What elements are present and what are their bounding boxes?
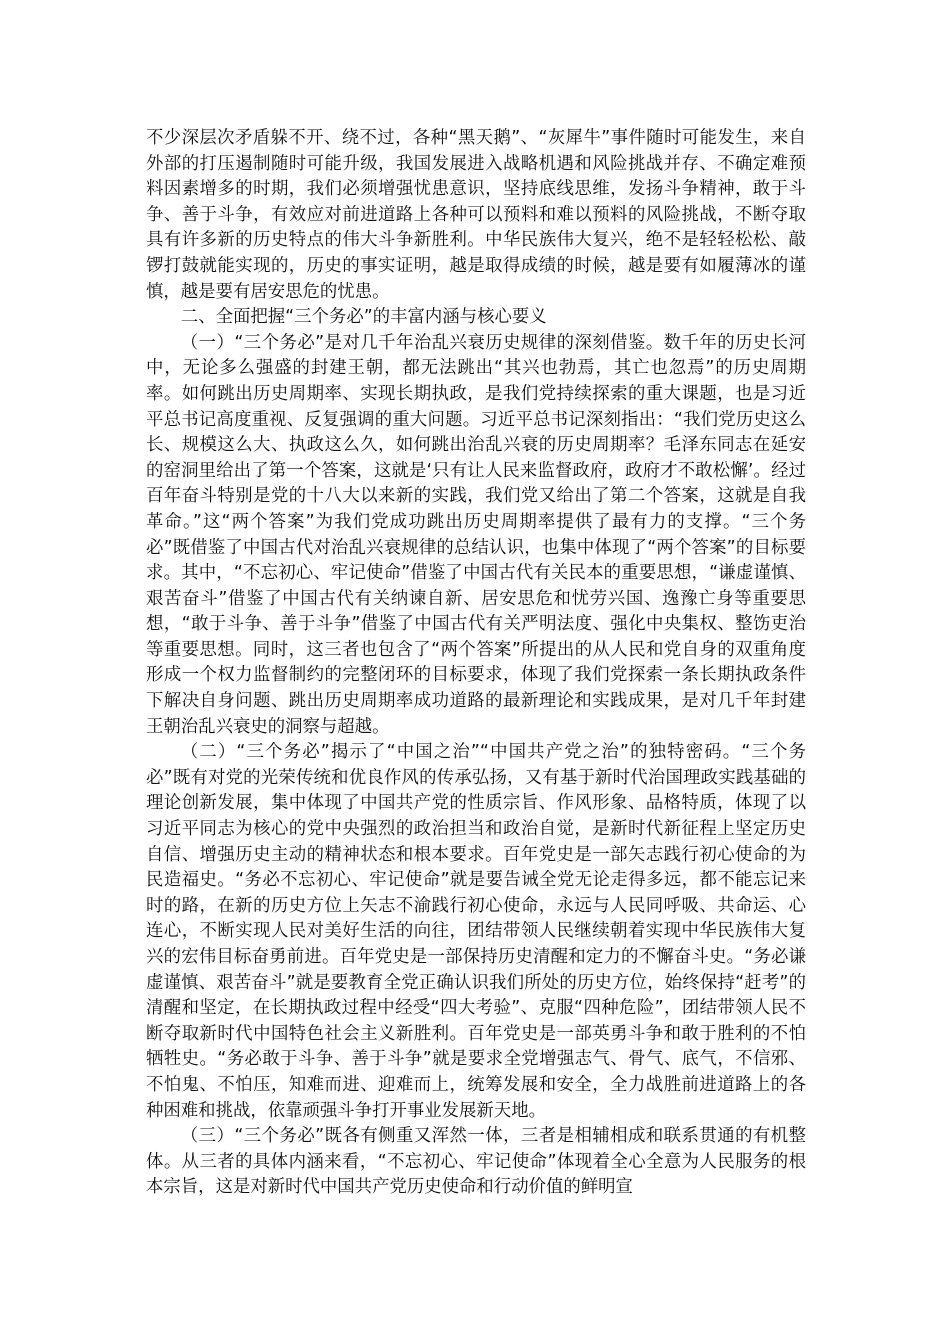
paragraph-continuation: 不少深层次矛盾躲不开、绕不过，各种“黑天鹅”、“灰犀牛”事件随时可能发生，来自外部的打压遏制随时可能升级，我国发展进入战略机遇和风险挑战并存、不确定难预料因素增多的时期，我们必须增强忧患意识，坚持底线思维，发扬斗争精神，敢于斗争、善于斗争，有效应对前进道路上各种可以预料和难以预料的风险挑战，不断夺取具有许多新的历史特点的伟大斗争新胜利。中华民族伟大复兴，绝不是轻轻松松、敲锣打鼓就能实现的，历史的事实证明，越是取得成绩的时候，越是要有如履薄冰的谨慎，越是要有居安思危的忧患。 bbox=[146, 128, 806, 302]
paragraph-subsection-two: （二）“三个务必”揭示了“中国之治”“中国共产党之治”的独特密码。“三个务必”既有对党的光荣传统和优良作风的传承弘扬，又有基于新时代治国理政实践基础的理论创新发展，集中体现了中国共产党的性质宗旨、作风形象、品格特质，体现了以习近平同志为核心的党中央强烈的政治担当和政治自觉，是新时代新征程上坚定历史自信、增强历史主动的精神状态和根本要求。百年党史是一部矢志践行初心使命的为民造福史。“务必不忘初心、牢记使命”就是要告诫全党无论走得多远，都不能忘记来时的路，在新的历史方位上矢志不渝践行初心使命，永远与人民同呼吸、共命运、心连心，不断实现人民对美好生活的向往，团结带领人民继续朝着实现中华民族伟大复兴的宏伟目标奋勇前进。百年党史是一部保持历史清醒和定力的不懈奋斗史。“务必谦虚谨慎、艰苦奋斗”就是要教育全党正确认识我们所处的历史方位，始终保持“赶考”的清醒和坚定，在长期执政过程中经受“四大考验”、克服“四种危险”，团结带领人民不断夺取新时代中国特色社会主义新胜利。百年党史是一部英勇斗争和敢于胜利的不怕牺牲史。“务必敢于斗争、善于斗争”就是要求全党增强志气、骨气、底气，不信邪、不怕鬼、不怕压，知难而进、迎难而上，统筹发展和安全，全力战胜前进道路上的各种困难和挑战，依靠顽强斗争打开事业发展新天地。 bbox=[146, 742, 806, 1121]
paragraph-subsection-three: （三）“三个务必”既各有侧重又浑然一体，三者是相辅相成和联系贯通的有机整体。从三者的具体内涵来看，“不忘初心、牢记使命”体现着全心全意为人民服务的根本宗旨，这是对新时代中国共产党历史使命和行动价值的鲜明宣 bbox=[146, 1126, 806, 1198]
paragraph-subsection-one: （一）“三个务必”是对几千年治乱兴衰历史规律的深刻借鉴。数千年的历史长河中，无论多么强盛的封建王朝，都无法跳出“其兴也勃焉，其亡也忽焉”的历史周期率。如何跳出历史周期率、实现长期执政，是我们党持续探索的重大课题，也是习近平总书记高度重视、反复强调的重大问题。习近平总书记深刻指出：“我们党历史这么长、规模这么大、执政这么久，如何跳出治乱兴衰的历史周期率？毛泽东同志在延安的窑洞里给出了第一个答案，这就是‘只有让人民来监督政府，政府才不敢松懈’。经过百年奋斗特别是党的十八大以来新的实践，我们党又给出了第二个答案，这就是自我革命。”这“两个答案”为我们党成功跳出历史周期率提供了最有力的支撑。“三个务必”既借鉴了中国古代对治乱兴衰规律的总结认识，也集中体现了“两个答案”的目标要求。其中，“不忘初心、牢记使命”借鉴了中国古代有关民本的重要思想，“谦虚谨慎、艰苦奋斗”借鉴了中国古代有关纳谏自新、居安思危和忧劳兴国、逸豫亡身等重要思想，“敢于斗争、善于斗争”借鉴了中国古代有关严明法度、强化中央集权、整饬吏治等重要思想。同时，这三者也包含了“两个答案”所提出的从人民和党自身的双重角度形成一个权力监督制约的完整闭环的目标要求，体现了我们党探索一条长期执政条件下解决自身问题、跳出历史周期率成功道路的最新理论和实践成果，是对几千年封建王朝治乱兴衰史的洞察与超越。 bbox=[146, 332, 806, 737]
section-heading-two: 二、全面把握“三个务必”的丰富内涵与核心要义 bbox=[180, 307, 547, 328]
document-page bbox=[146, 126, 806, 1201]
